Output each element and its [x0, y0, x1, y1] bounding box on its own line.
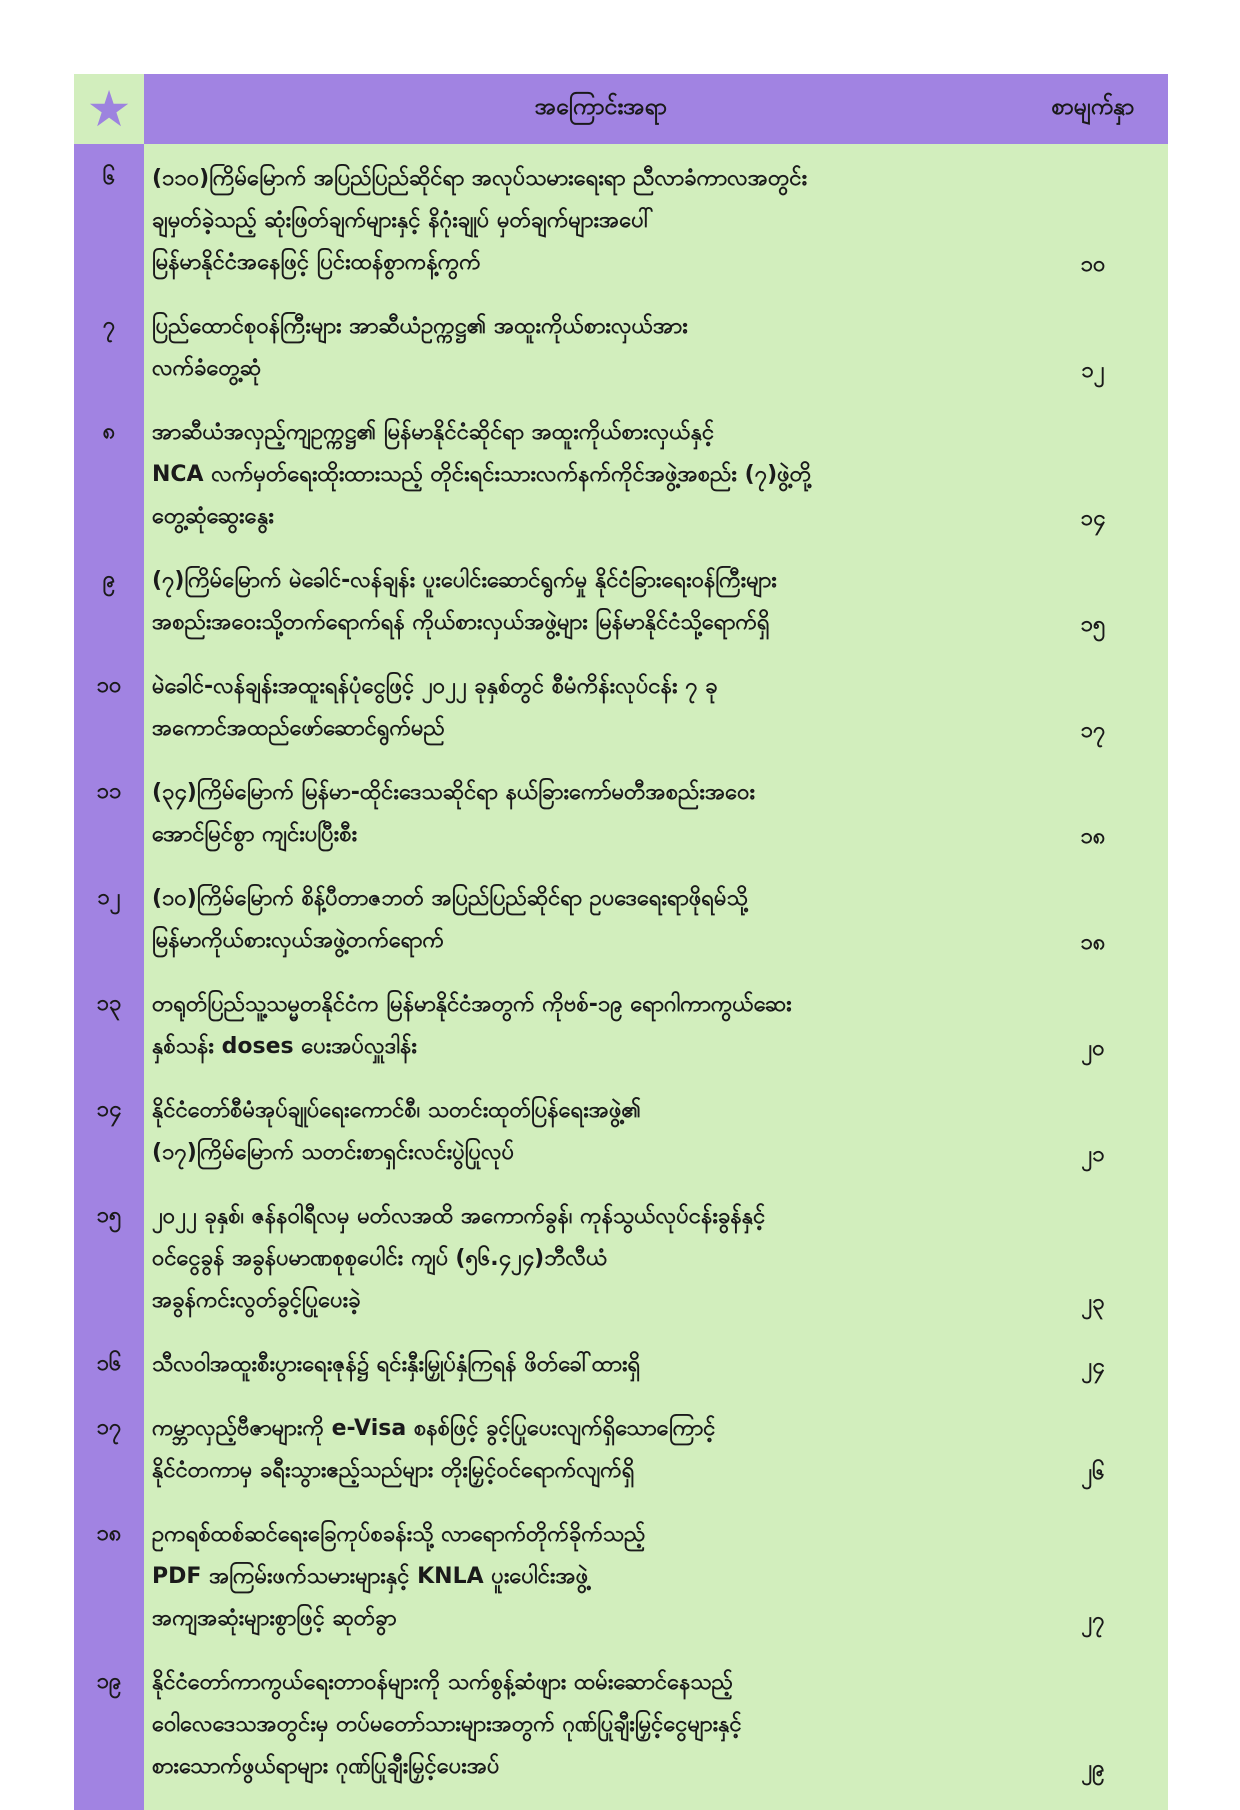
entry-title-line: မဲခေါင်-လန်ချန်းအထူးရန်ပုံငွေဖြင့် ၂၀၂၂ ခုနှစ်တွင် စီမံကိန်းလုပ်ငန်း ၇ ခု	[152, 674, 718, 699]
toc-header-row	[74, 74, 1168, 144]
entry-title-line: သီလဝါအထူးစီးပွားရေးဇုန်၌ ရင်းနှီးမြှုပ်နှံကြရန် ဖိတ်ခေါ်ထားရှိ	[152, 1352, 641, 1377]
entry-title	[144, 1182, 1018, 1330]
entry-title-line: အကောင်အထည်ဖော်ဆောင်ရွက်မည်	[152, 716, 445, 741]
entry-title	[144, 398, 1018, 546]
entry-title-line: ပြည်ထောင်စုဝန်ကြီးများ အာဆီယံဥက္ကဋ္ဌ၏ အထူးကိုယ်စားလှယ်အား	[152, 314, 688, 339]
entry-page-number: ၂၃	[1081, 1290, 1105, 1315]
toc-entry[interactable]	[74, 546, 1168, 652]
entry-title-line: အစည်းအဝေးသို့တက်ရောက်ရန် ကိုယ်စားလှယ်အဖွဲ့များ မြန်မာနိုင်ငံသို့ရောက်ရှိ	[152, 610, 770, 635]
entry-title-line: အာဆီယံအလှည့်ကျဥက္ကဋ္ဌ၏ မြန်မာနိုင်ငံဆိုင်ရာ အထူးကိုယ်စားလှယ်နှင့်	[152, 420, 715, 445]
entry-title-line: နိုင်ငံတော်စီမံအုပ်ချုပ်ရေးကောင်စီ၊ သတင်းထုတ်ပြန်ရေးအဖွဲ့၏	[152, 1098, 642, 1123]
entry-page-number: ၂၇	[1081, 1608, 1105, 1633]
entry-title-line: (၇)ကြိမ်မြောက် မဲခေါင်-လန်ချန်း ပူးပေါင်းဆောင်ရွက်မှု နိုင်ငံခြားရေးဝန်ကြီးများ	[152, 568, 777, 593]
table-of-contents	[74, 74, 1168, 1810]
entry-title	[144, 864, 1018, 970]
entry-number: ၉	[74, 546, 144, 652]
entry-title-line: (၁၁၀)ကြိမ်မြောက် အပြည်ပြည်ဆိုင်ရာ အလုပ်သမားရေးရာ ညီလာခံကာလအတွင်း	[152, 166, 808, 191]
entry-page-number: ၂၄	[1081, 1354, 1105, 1379]
toc-bottom-fill	[74, 1796, 1168, 1810]
entry-number: ၇	[74, 292, 144, 398]
toc-entry[interactable]	[74, 1076, 1168, 1182]
entry-title-line: PDF အကြမ်းဖက်သမားများနှင့် KNLA ပူးပေါင်းအဖွဲ့	[152, 1564, 589, 1589]
entry-title-line: ချမှတ်ခဲ့သည့် ဆုံးဖြတ်ချက်များနှင့် နိဂုံးချုပ် မှတ်ချက်များအပေါ်	[152, 208, 654, 233]
entry-title-line: ကမ္ဘာလှည့်ဗီဇာများကို e-Visa စနစ်ဖြင့် ခွင့်ပြုပေးလျက်ရှိသောကြောင့်	[152, 1416, 716, 1441]
entry-page-number: ၁၄	[1080, 506, 1106, 531]
toc-entry[interactable]	[74, 970, 1168, 1076]
entry-title-line: တရုတ်ပြည်သူ့သမ္မတနိုင်ငံက မြန်မာနိုင်ငံအတွက် ကိုဗစ်-၁၉ ရောဂါကာကွယ်ဆေး	[152, 992, 792, 1017]
toc-entry[interactable]	[74, 1182, 1168, 1330]
entry-title	[144, 1076, 1018, 1182]
entry-title	[144, 292, 1018, 398]
entry-number: ၁၈	[74, 1500, 144, 1648]
entry-title	[144, 970, 1018, 1076]
toc-entry[interactable]	[74, 864, 1168, 970]
entry-number: ၁၃	[74, 970, 144, 1076]
entry-title-line: ဝေါလေဒေသအတွင်းမှ တပ်မတော်သားများအတွက် ဂုဏ်ပြုချီးမြှင့်ငွေများနှင့်	[152, 1712, 742, 1737]
entry-page-number: ၂၀	[1081, 1036, 1105, 1061]
entry-title-line: နိုင်ငံတကာမှ ခရီးသွားဧည့်သည်များ တိုးမြှင့်ဝင်ရောက်လျက်ရှိ	[152, 1458, 635, 1483]
toc-entry[interactable]	[74, 1500, 1168, 1648]
star-icon: ★	[74, 74, 144, 144]
entry-page-number: ၁၀	[1080, 252, 1106, 277]
toc-entries	[74, 144, 1168, 1796]
entry-title-line: ဝင်ငွေခွန် အခွန်ပမာဏစုစုပေါင်း ကျပ် (၅၆.၄၂၄)ဘီလီယံ	[152, 1246, 608, 1271]
entry-page-number: ၂၉	[1081, 1756, 1105, 1781]
entry-number: ၈	[74, 398, 144, 546]
entry-title-line: လက်ခံတွေ့ဆုံ	[152, 356, 262, 381]
entry-title-line: (၃၄)ကြိမ်မြောက် မြန်မာ-ထိုင်းဒေသဆိုင်ရာ နယ်ခြားကော်မတီအစည်းအဝေး	[152, 780, 756, 805]
entry-page-number: ၂၆	[1081, 1460, 1105, 1485]
entry-title-line: မြန်မာနိုင်ငံအနေဖြင့် ပြင်းထန်စွာကန့်ကွက်	[152, 250, 481, 275]
entry-title-line: အခွန်ကင်းလွတ်ခွင့်ပြုပေးခဲ့	[152, 1288, 361, 1313]
toc-entry[interactable]	[74, 1648, 1168, 1796]
entry-title-line: မြန်မာကိုယ်စားလှယ်အဖွဲ့တက်ရောက်	[152, 928, 444, 953]
entry-page-number: ၂၁	[1081, 1142, 1105, 1167]
entry-title-line: နိုင်ငံတော်ကာကွယ်ရေးတာဝန်များကို သက်စွန့်ဆံဖျား ထမ်းဆောင်နေသည့်	[152, 1670, 733, 1695]
entry-number: ၆	[74, 144, 144, 292]
entry-page-number: ၁၂	[1081, 358, 1105, 383]
entry-number: ၁၇	[74, 1394, 144, 1500]
entry-number: ၁၂	[74, 864, 144, 970]
entry-page-number: ၁၈	[1080, 824, 1106, 849]
entry-title-line: အောင်မြင်စွာ ကျင်းပပြီးစီး	[152, 822, 358, 847]
toc-entry[interactable]	[74, 292, 1168, 398]
entry-title-line: စားသောက်ဖွယ်ရာများ ဂုဏ်ပြုချီးမြှင့်ပေးအပ်	[152, 1754, 500, 1779]
toc-entry[interactable]	[74, 144, 1168, 292]
toc-title: အကြောင်းအရာ	[144, 74, 1018, 144]
entry-title-line: (၁၀)ကြိမ်မြောက် စိန့်ပီတာဇဘတ် အပြည်ပြည်ဆိုင်ရာ ဥပဒေရေးရာဖိုရမ်သို့	[152, 886, 748, 911]
entry-page-number: ၁၈	[1080, 930, 1106, 955]
toc-entry[interactable]	[74, 652, 1168, 758]
entry-title-line: ဥကရစ်ထစ်ဆင်ရေးခြေကုပ်စခန်းသို့ လာရောက်တိုက်ခိုက်သည့်	[152, 1522, 646, 1547]
entry-number: ၁၀	[74, 652, 144, 758]
entry-title	[144, 758, 1018, 864]
page-column-header: စာမျက်နှာ	[1018, 74, 1168, 144]
entry-number: ၁၄	[74, 1076, 144, 1182]
toc-entry[interactable]	[74, 1330, 1168, 1394]
entry-number: ၁၅	[74, 1182, 144, 1330]
entry-title	[144, 546, 1018, 652]
toc-entry[interactable]	[74, 398, 1168, 546]
entry-title	[144, 652, 1018, 758]
entry-number: ၁၉	[74, 1648, 144, 1796]
entry-title-line: အကျအဆုံးများစွာဖြင့် ဆုတ်ခွာ	[152, 1606, 397, 1631]
entry-title	[144, 1648, 1018, 1796]
entry-title	[144, 144, 1018, 292]
entry-title-line: NCA လက်မှတ်ရေးထိုးထားသည့် တိုင်းရင်းသားလက်နက်ကိုင်အဖွဲ့အစည်း (၇)ဖွဲ့တို့	[152, 462, 812, 487]
number-column-fill	[74, 1796, 144, 1810]
entry-title-line: နှစ်သန်း doses ပေးအပ်လှူဒါန်း	[152, 1034, 417, 1059]
entry-title	[144, 1500, 1018, 1648]
toc-entry[interactable]	[74, 758, 1168, 864]
entry-title-line: (၁၇)ကြိမ်မြောက် သတင်းစာရှင်းလင်းပွဲပြုလုပ်	[152, 1140, 515, 1165]
entry-page-number: ၁၅	[1080, 612, 1106, 637]
entry-page-number: ၁၇	[1080, 718, 1106, 743]
entry-title	[144, 1394, 1018, 1500]
entry-number: ၁၆	[74, 1330, 144, 1394]
toc-entry[interactable]	[74, 1394, 1168, 1500]
entry-number: ၁၁	[74, 758, 144, 864]
entry-title	[144, 1330, 1018, 1394]
entry-title-line: ၂၀၂၂ ခုနှစ်၊ ဇန်နဝါရီလမှ မတ်လအထိ အကောက်ခွန်၊ ကုန်သွယ်လုပ်ငန်းခွန်နှင့်	[152, 1204, 766, 1229]
entry-title-line: တွေ့ဆုံဆွေးနွေး	[152, 504, 274, 529]
